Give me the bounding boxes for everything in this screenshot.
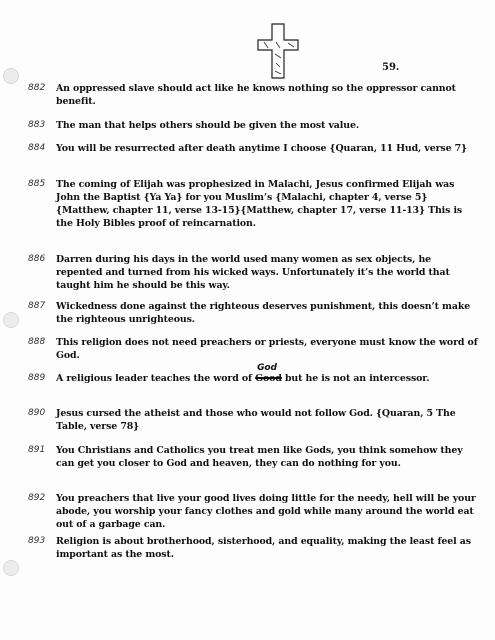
entry-892 (28, 492, 478, 531)
entry-number: 890 (28, 408, 46, 418)
entry-891 (28, 444, 478, 470)
hand-drawn-cross-icon (254, 22, 302, 80)
entry-888 (28, 336, 478, 362)
entry-text: This religion does not need preachers or priests, everyone must know the word of God. (56, 337, 478, 361)
entry-number: 884 (28, 143, 46, 153)
entry-number: 888 (28, 337, 46, 347)
entry-number: 882 (28, 83, 46, 93)
entry-text: Religion is about brotherhood, sisterhood, and equality, making the least feel as important as the most. (56, 536, 471, 560)
entry-887 (28, 300, 478, 326)
entry-890 (28, 407, 478, 433)
entry-886 (28, 253, 478, 292)
binder-hole (3, 312, 19, 328)
entry-text: Darren during his days in the world used many women as sex objects, he repented and turned from his wicked ways. Unfortunately it’s the world that taught him he should be this way. (56, 254, 450, 291)
entry-text-before: A religious leader teaches the word of (56, 373, 256, 384)
entry-text-after: but he is not an intercessor. (281, 373, 430, 384)
entry-number: 892 (28, 493, 46, 503)
entry-number: 885 (28, 179, 46, 189)
entry-text: You Christians and Catholics you treat men like Gods, you think somehow they can get you closer to God and heaven, they can do nothing for you. (56, 445, 463, 469)
entry-885 (28, 178, 478, 230)
entry-text (56, 363, 478, 385)
entry-number: 889 (28, 373, 46, 383)
entry-number: 891 (28, 445, 46, 455)
page-number: 59. (382, 62, 400, 73)
entry-number: 893 (28, 536, 46, 546)
entry-884 (28, 142, 478, 155)
entry-number: 886 (28, 254, 46, 264)
struck-word: Good (255, 373, 282, 384)
inserted-word: God (257, 363, 277, 373)
entry-number: 887 (28, 301, 46, 311)
entry-text: The coming of Elijah was prophesized in Malachi, Jesus confirmed Elijah was John the Baptist {Ya Ya} for you Muslim’s {Malachi, chapter 4, verse 5}{Matthew, chapter 11, verse 13-15}{Matthew, chapter 17, verse 11-13} This is the Holy Bibles proof of reincarnation. (56, 179, 463, 229)
entry-text: You preachers that live your good lives doing little for the needy, hell will be your abode, you worship your fancy clothes and gold while many around the world eat out of a garbage can. (56, 493, 476, 530)
entry-882 (28, 82, 478, 108)
entry-number: 883 (28, 120, 46, 130)
entry-889 (28, 363, 478, 385)
entry-text: An oppressed slave should act like he knows nothing so the oppressor cannot benefit. (56, 83, 456, 107)
entry-text: Jesus cursed the atheist and those who would not follow God. {Quaran, 5 The Table, verse 78} (56, 408, 456, 432)
entry-893 (28, 535, 478, 561)
handwritten-correction (255, 363, 282, 385)
entry-text: The man that helps others should be given the most value. (56, 120, 359, 131)
entry-text: You will be resurrected after death anytime I choose {Quaran, 11 Hud, verse 7} (56, 143, 467, 154)
entry-text: Wickedness done against the righteous deserves punishment, this doesn’t make the righteous unrighteous. (56, 301, 471, 325)
entry-883 (28, 119, 478, 132)
binder-hole (3, 560, 19, 576)
binder-hole (3, 68, 19, 84)
